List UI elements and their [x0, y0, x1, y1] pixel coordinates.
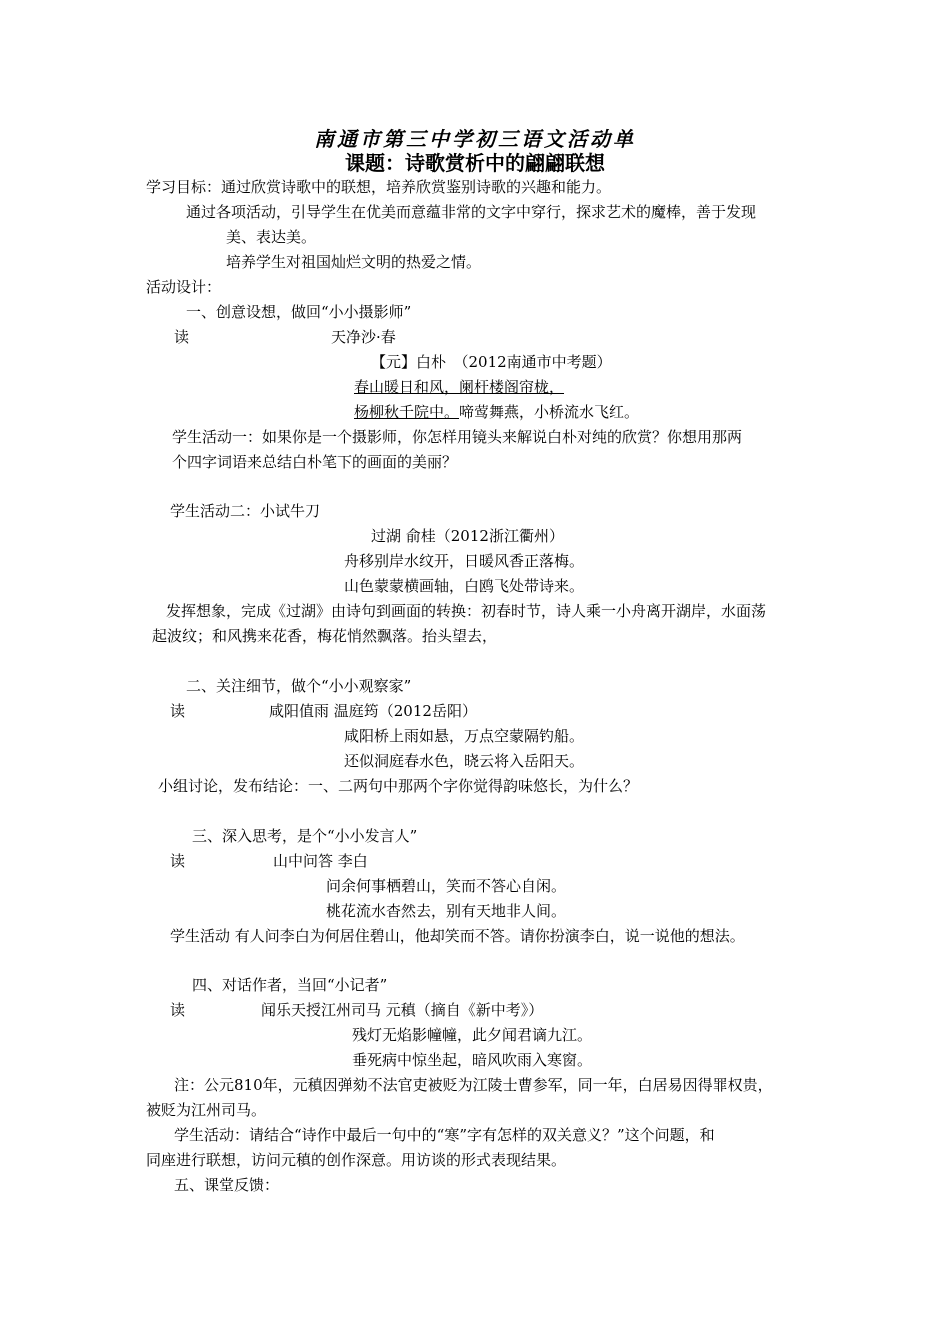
- section4-heading: 四、对话作者，当回“小记者”: [192, 976, 388, 994]
- section3-heading: 三、深入思考，是个“小小发言人”: [192, 827, 418, 845]
- section3-poem-title: 山中问答 李白: [273, 852, 368, 870]
- section1-poem-line-2a: 杨柳秋千院中。: [354, 403, 460, 421]
- objective-line-3: 培养学生对祖国灿烂文明的热爱之情。: [226, 253, 482, 271]
- section2-poem-line-2: 还似洞庭春水色，晓云将入岳阳天。: [344, 752, 585, 770]
- section1-poem2-title: 过湖 俞桂（2012浙江衢州）: [371, 527, 564, 545]
- section1-poem2-line-1: 舟移别岸水纹开，日暖风香正落梅。: [344, 552, 585, 570]
- section1-activity2: 学生活动二：小试牛刀: [170, 502, 321, 520]
- section1-task-a: 发挥想象，完成《过湖》由诗句到画面的转换：初春时节，诗人乘一小舟离开湖岸，水面荡: [166, 602, 767, 620]
- section1-heading: 一、创意设想，做回“小小摄影师”: [186, 303, 412, 321]
- section1-poem-line-2b: 啼莺舞燕，小桥流水飞红。: [459, 403, 640, 421]
- section2-read-label: 读: [170, 702, 186, 720]
- section1-poem2-line-2: 山色蒙蒙横画轴，白鸥飞处带诗来。: [344, 577, 585, 595]
- section1-poem-line-1: 春山暖日和风，阑杆楼阁帘栊，: [354, 378, 565, 396]
- section1-poem-author: 【元】白朴 （2012南通市中考题）: [371, 353, 612, 371]
- section1-activity1-b: 个四字词语来总结白朴笔下的画面的美丽？: [172, 453, 458, 471]
- section1-poem-line-2: [354, 400, 639, 424]
- section4-poem-title: 闻乐天授江州司马 元稹（摘自《新中考》）: [261, 1001, 544, 1019]
- section2-discussion: 小组讨论，发布结论：一、二两句中那两个字你觉得韵味悠长，为什么？: [158, 777, 639, 795]
- section4-activity-a: 学生活动：请结合“诗作中最后一句中的“寒”字有怎样的双关意义？”这个问题，和: [174, 1126, 715, 1144]
- section4-note-b: 被贬为江州司马。: [146, 1101, 267, 1119]
- section4-poem-line-2: 垂死病中惊坐起，暗风吹雨入寒窗。: [352, 1051, 593, 1069]
- section4-activity-b: 同座进行联想，访问元稹的创作深意。用访谈的形式表现结果。: [146, 1151, 567, 1169]
- section2-poem-title: 咸阳值雨 温庭筠（2012岳阳）: [269, 702, 477, 720]
- lesson-title: 课题：诗歌赏析中的翩翩联想: [345, 151, 605, 175]
- section2-poem-line-1: 咸阳桥上雨如悬，万点空蒙隔钓船。: [344, 727, 585, 745]
- school-title: 南通市第三中学初三语文活动单: [314, 127, 636, 151]
- section4-read-label: 读: [170, 1001, 186, 1019]
- objective-line-2a: 通过各项活动，引导学生在优美而意蕴非常的文字中穿行，探求艺术的魔棒，善于发现: [186, 203, 757, 221]
- section1-read-label: 读: [174, 328, 190, 346]
- objective-line-1: 学习目标：通过欣赏诗歌中的联想，培养欣赏鉴别诗歌的兴趣和能力。: [146, 178, 612, 196]
- design-label: 活动设计：: [146, 278, 222, 296]
- section3-poem-line-1: 问余何事栖碧山，笑而不答心自闲。: [326, 877, 567, 895]
- section1-task-b: 起波纹；和风携来花香，梅花悄然飘落。抬头望去，: [152, 627, 498, 645]
- section2-heading: 二、关注细节，做个“小小观察家”: [186, 677, 412, 695]
- objective-line-2b: 美、表达美。: [226, 228, 317, 246]
- section3-poem-line-2: 桃花流水杳然去，别有天地非人间。: [326, 902, 567, 920]
- section1-poem-title: 天净沙·春: [331, 328, 396, 346]
- section1-activity1-a: 学生活动一：如果你是一个摄影师，你怎样用镜头来解说白朴对纯的欣赏？你想用那两: [172, 428, 743, 446]
- section3-activity: 学生活动 有人问李白为何居住碧山，他却笑而不答。请你扮演李白，说一说他的想法。: [170, 927, 745, 945]
- section5-heading: 五、课堂反馈：: [174, 1176, 280, 1194]
- section4-note-a: 注：公元810年，元稹因弹劾不法官吏被贬为江陵士曹参军，同一年，白居易因得罪权贵，: [174, 1076, 773, 1094]
- section4-poem-line-1: 残灯无焰影幢幢，此夕闻君谪九江。: [352, 1026, 593, 1044]
- section3-read-label: 读: [170, 852, 186, 870]
